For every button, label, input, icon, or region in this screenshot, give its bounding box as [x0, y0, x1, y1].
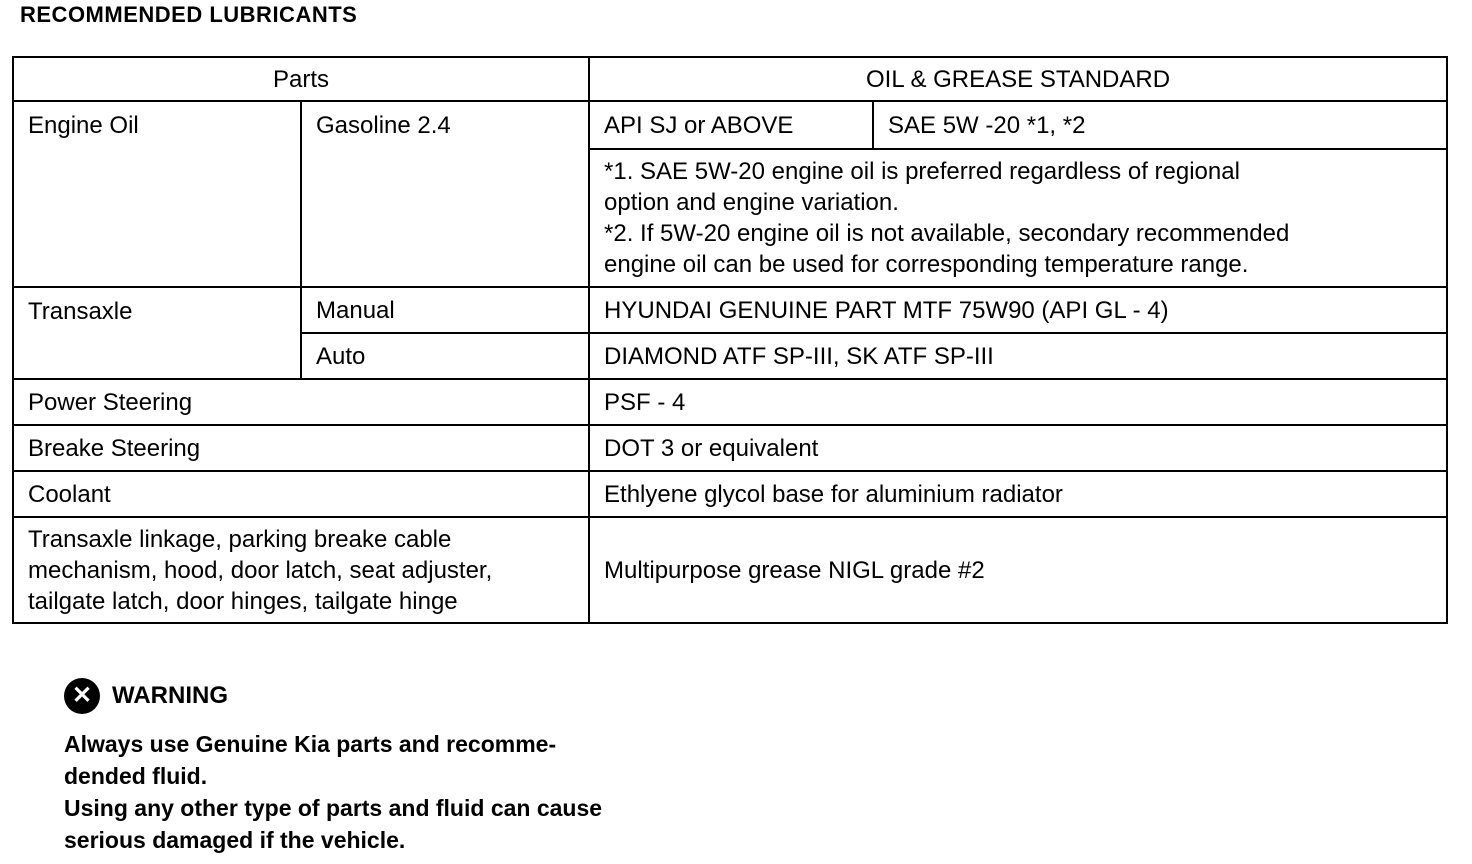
warning-heading [64, 678, 704, 714]
warning-title: WARNING [112, 682, 228, 709]
warning-line: serious damaged if the vehicle. [64, 827, 406, 853]
table-row [13, 425, 1447, 471]
engine-oil-notes [589, 149, 1447, 287]
table-row [13, 517, 1447, 623]
warning-line: dended fluid. [64, 763, 208, 789]
table-row [13, 471, 1447, 517]
part-engine-oil: Engine Oil [13, 101, 301, 287]
sub-auto: Auto [301, 333, 589, 379]
part-coolant: Coolant [13, 471, 589, 517]
lubricants-table [12, 56, 1448, 624]
note-line: *2. If 5W-20 engine oil is not available, secondary recommended [604, 220, 1290, 247]
header-parts: Parts [13, 57, 589, 101]
warning-text [64, 728, 704, 856]
warning-line: Always use Genuine Kia parts and recomme- [64, 731, 557, 757]
standard-power-steering: PSF - 4 [589, 379, 1447, 425]
part-line: tailgate latch, door hinges, tailgate hinge [28, 587, 458, 615]
x-circle-icon: ✕ [64, 678, 100, 714]
engine-oil-api: API SJ or ABOVE [589, 101, 873, 149]
warning-box [64, 678, 704, 856]
engine-oil-sae: SAE 5W -20 *1, *2 [873, 101, 1447, 149]
part-power-steering: Power Steering [13, 379, 589, 425]
part-grease-points [13, 517, 589, 623]
sub-gasoline: Gasoline 2.4 [301, 101, 589, 287]
header-standard: OIL & GREASE STANDARD [589, 57, 1447, 101]
transaxle-manual-row [13, 287, 1447, 333]
engine-oil-row [13, 101, 1447, 149]
standard-breake-steering: DOT 3 or equivalent [589, 425, 1447, 471]
part-breake-steering: Breake Steering [13, 425, 589, 471]
part-line: mechanism, hood, door latch, seat adjuster, [28, 556, 493, 584]
note-line: option and engine variation. [604, 189, 899, 216]
standard-grease: Multipurpose grease NIGL grade #2 [589, 517, 1447, 623]
note-line: *1. SAE 5W-20 engine oil is preferred regardless of regional [604, 158, 1240, 185]
note-line: engine oil can be used for corresponding temperature range. [604, 251, 1249, 278]
table-header-row [13, 57, 1447, 101]
standard-coolant: Ethlyene glycol base for aluminium radiator [589, 471, 1447, 517]
part-line: Transaxle linkage, parking breake cable [28, 525, 452, 553]
table-row [13, 379, 1447, 425]
manual-standard: HYUNDAI GENUINE PART MTF 75W90 (API GL - 4) [589, 287, 1447, 333]
sub-manual: Manual [301, 287, 589, 333]
auto-standard: DIAMOND ATF SP-III, SK ATF SP-III [589, 333, 1447, 379]
page-title: RECOMMENDED LUBRICANTS [20, 2, 358, 27]
part-transaxle: Transaxle [13, 287, 301, 379]
warning-line: Using any other type of parts and fluid can cause [64, 795, 603, 821]
